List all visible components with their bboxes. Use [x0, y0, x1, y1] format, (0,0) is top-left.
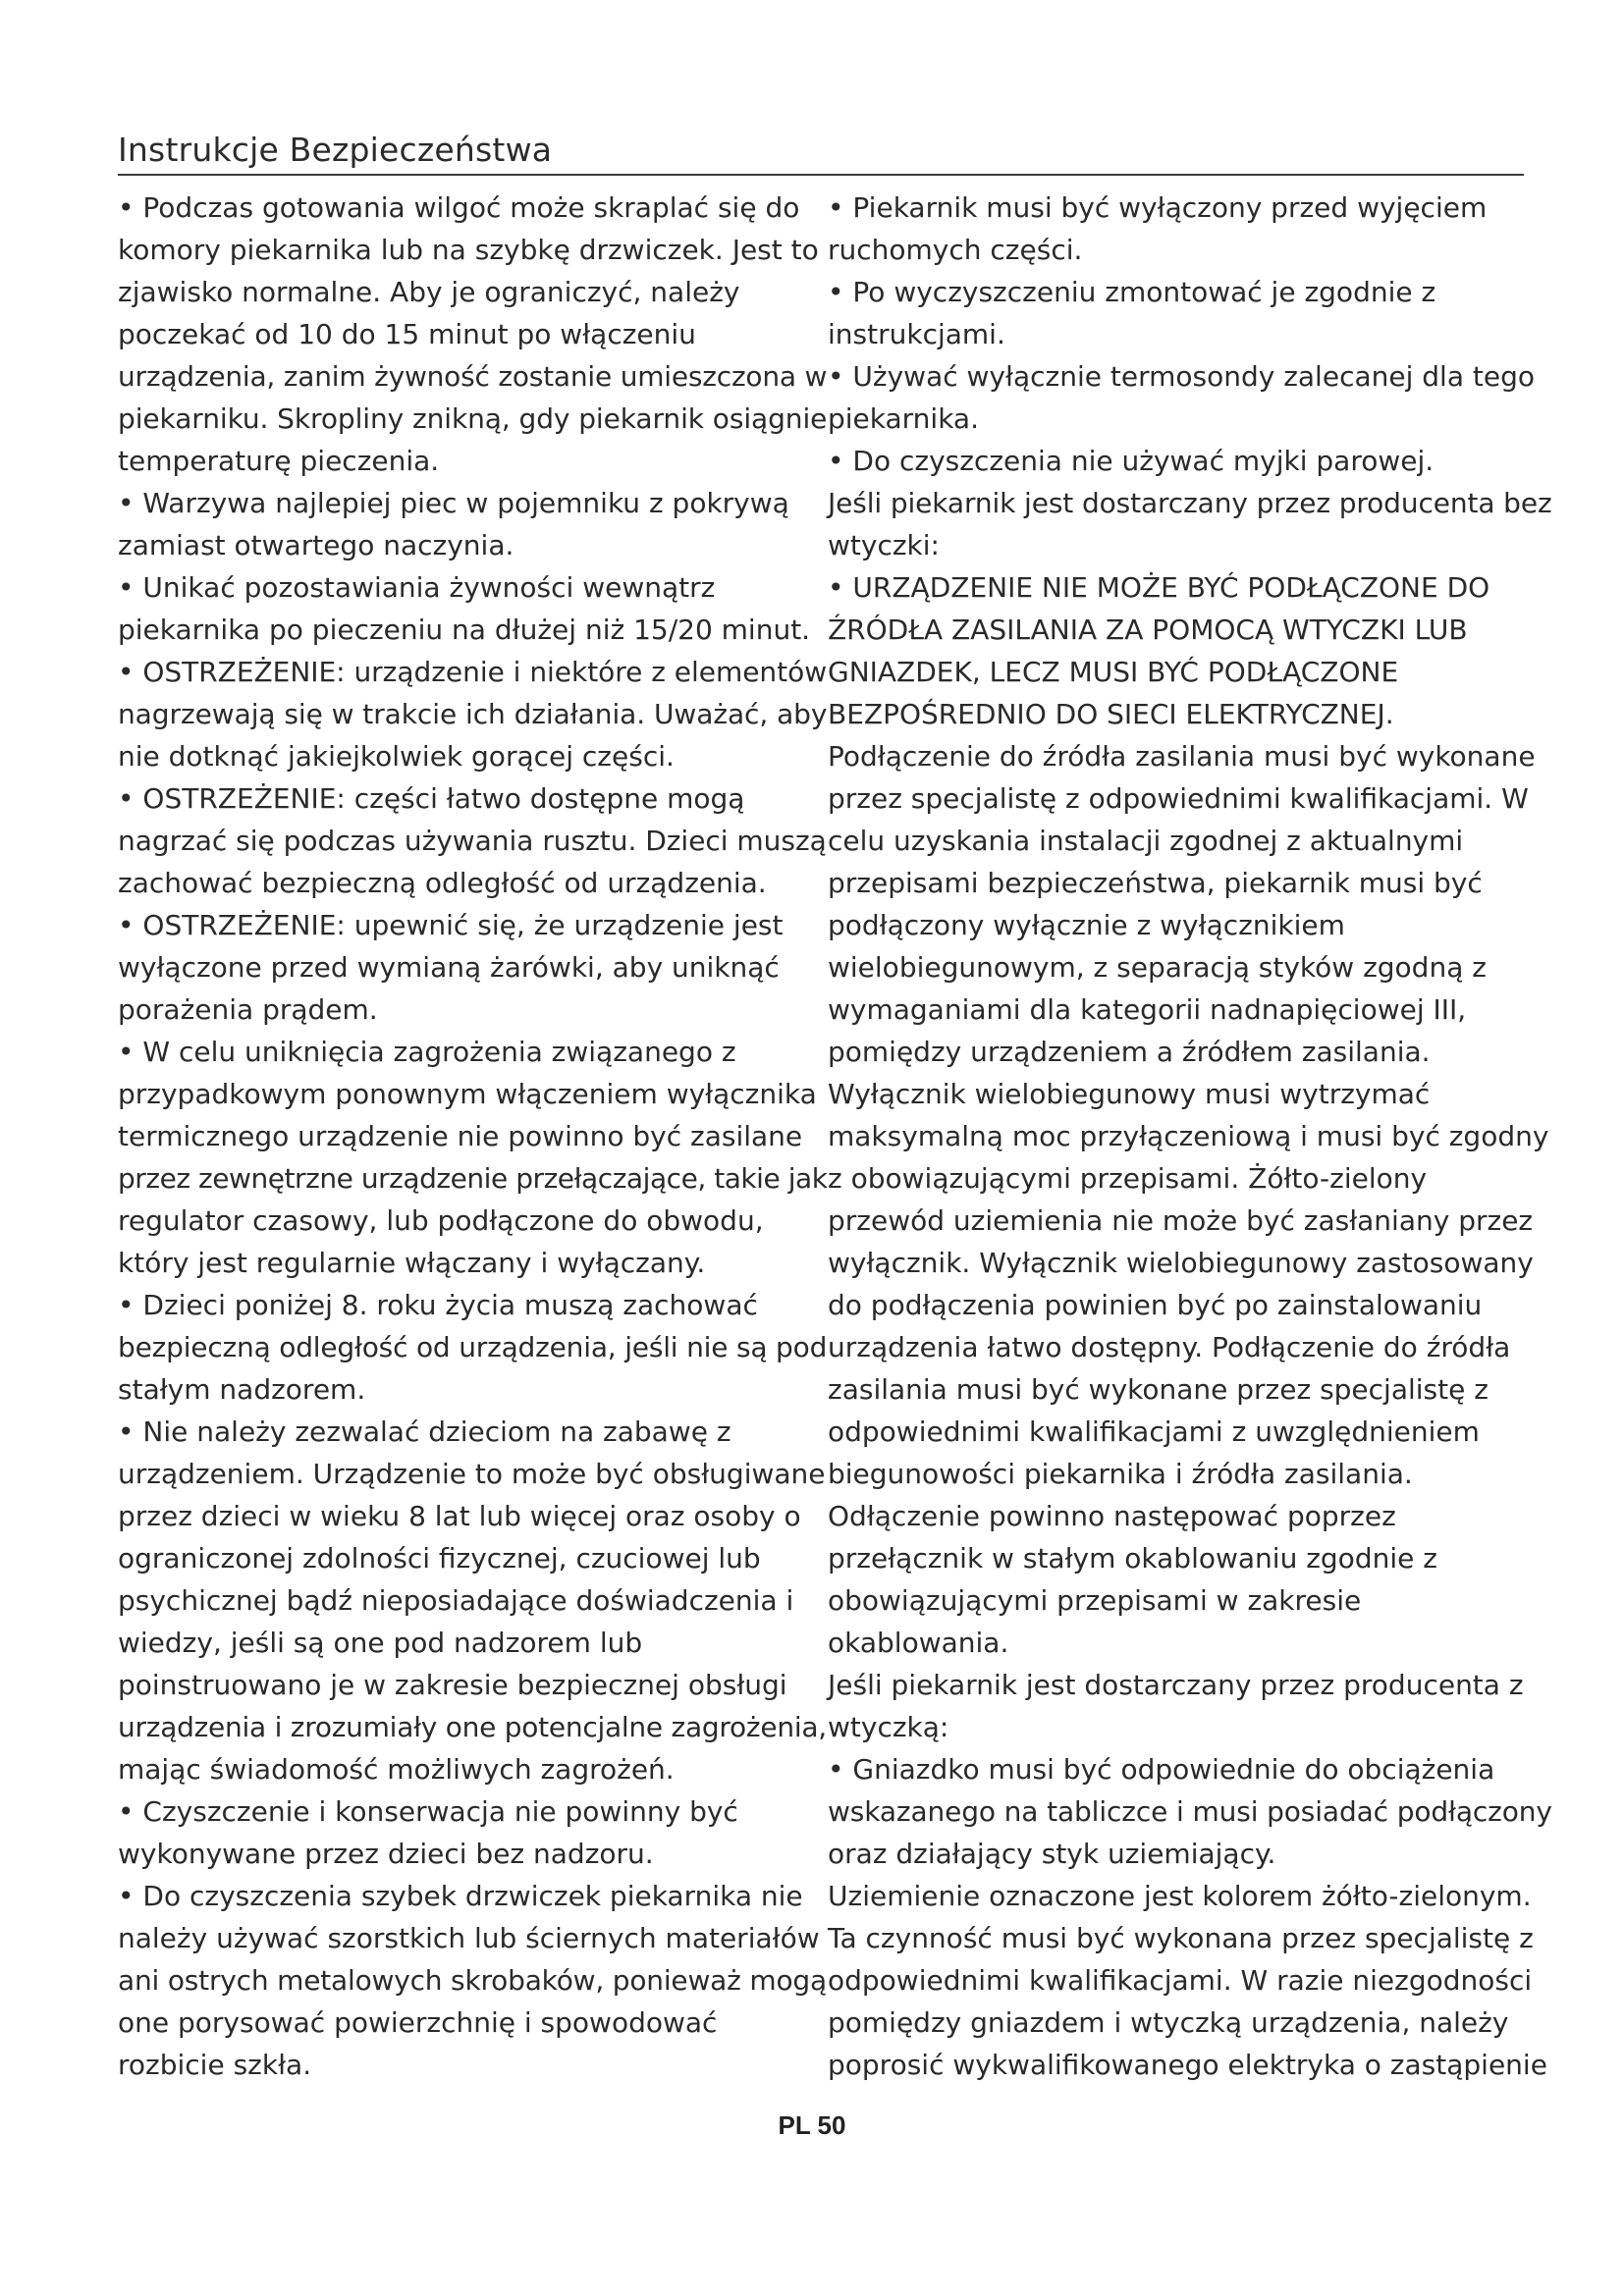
text-line: wyłącznik. Wyłącznik wielobiegunowy zastosowany — [828, 1247, 1534, 1279]
text-line: • Unikać pozostawiania żywności wewnątrz — [118, 571, 716, 604]
text-line: należy używać szorstkich lub ściernych materiałów — [118, 1922, 820, 1954]
text-line: termicznego urządzenie nie powinno być zasilane — [118, 1120, 803, 1152]
text-line: wskazanego na tabliczce i musi posiadać podłączony — [828, 1795, 1552, 1828]
text-line: zachować bezpieczną odległość od urządzenia. — [118, 867, 767, 899]
text-line: • Podczas gotowania wilgoć może skraplać się do — [118, 191, 800, 224]
text-line: przez zewnętrzne urządzenie przełączające, takie jak — [118, 1162, 828, 1195]
text-line: urządzenia łatwo dostępny. Podłączenie do źródła — [828, 1331, 1511, 1363]
text-line: pomiędzy gniazdem i wtyczką urządzenia, należy — [828, 2006, 1509, 2039]
text-line: Wyłącznik wielobiegunowy musi wytrzymać — [828, 1078, 1431, 1110]
title-underline — [118, 174, 1524, 176]
text-line: komory piekarnika lub na szybkę drzwiczek. Jest to — [118, 234, 819, 266]
text-line: wykonywane przez dzieci bez nadzoru. — [118, 1838, 654, 1870]
text-line: Odłączenie powinno następować poprzez — [828, 1500, 1396, 1532]
text-line: • Gniazdko musi być odpowiednie do obciążenia — [828, 1753, 1495, 1786]
text-line: regulator czasowy, lub podłączone do obwodu, — [118, 1204, 764, 1237]
text-line: podłączony wyłącznie z wyłącznikiem — [828, 909, 1345, 941]
text-line: wtyczką: — [828, 1711, 949, 1743]
text-line: ani ostrych metalowych skrobaków, ponieważ mogą — [118, 1964, 827, 1997]
text-line: one porysować powierzchnię i spowodować — [118, 2006, 718, 2039]
text-line: ograniczonej zdolności fizycznej, czuciowej lub — [118, 1542, 761, 1575]
page-number: PL 50 — [778, 2110, 846, 2140]
text-line: • OSTRZEŻENIE: urządzenie i niektóre z elementów — [118, 656, 828, 688]
text-line: przez dzieci w wieku 8 lat lub więcej oraz osoby o — [118, 1500, 801, 1532]
text-line: • Do czyszczenia nie używać myjki parowej. — [828, 445, 1435, 477]
text-line: okablowania. — [828, 1627, 1009, 1659]
text-line: zjawisko normalne. Aby je ograniczyć, należy — [118, 276, 740, 308]
page-header — [118, 131, 1524, 176]
text-line: odpowiednimi kwalifikacjami z uwzględnieniem — [828, 1415, 1480, 1448]
text-line: GNIAZDEK, LECZ MUSI BYĆ PODŁĄCZONE — [828, 656, 1399, 688]
left-column — [118, 187, 827, 2086]
text-line: wymaganiami dla kategorii nadnapięciowej III, — [828, 993, 1467, 1026]
text-line: • Używać wyłącznie termosondy zalecanej dla tego — [828, 360, 1535, 393]
text-line: oraz działający styk uziemiający. — [828, 1838, 1276, 1870]
text-line: Uziemienie oznaczone jest kolorem żółto-zielonym. — [828, 1880, 1532, 1912]
text-line: temperaturę pieczenia. — [118, 445, 440, 477]
text-line: celu uzyskania instalacji zgodnej z aktualnymi — [828, 825, 1464, 857]
text-line: pomiędzy urządzeniem a źródłem zasilania. — [828, 1036, 1431, 1068]
text-line: rozbicie szkła. — [118, 2049, 312, 2081]
text-line: • Nie należy zezwalać dzieciom na zabawę z — [118, 1415, 731, 1448]
text-line: mając świadomość możliwych zagrożeń. — [118, 1753, 675, 1786]
text-line: wielobiegunowym, z separacją styków zgodną z — [828, 951, 1487, 984]
text-line: • URZĄDZENIE NIE MOŻE BYĆ PODŁĄCZONE DO — [828, 571, 1490, 604]
text-line: piekarnika. — [828, 402, 979, 435]
text-line: stałym nadzorem. — [118, 1373, 366, 1406]
text-line: wyłączone przed wymianą żarówki, aby uniknąć — [118, 951, 780, 984]
right-column — [828, 187, 1552, 2086]
text-line: z obowiązującymi przepisami. Żółto-zielony — [828, 1162, 1428, 1195]
text-line: nie dotknąć jakiejkolwiek gorącej części. — [118, 740, 675, 773]
text-line: • Piekarnik musi być wyłączony przed wyjęciem — [828, 191, 1488, 224]
text-line: zamiast otwartego naczynia. — [118, 529, 514, 561]
text-line: BEZPOŚREDNIO DO SIECI ELEKTRYCZNEJ. — [828, 698, 1394, 730]
text-line: przypadkowym ponownym włączeniem wyłącznika — [118, 1078, 817, 1110]
text-line: urządzenia, zanim żywność zostanie umieszczona w — [118, 360, 828, 393]
text-line: • W celu uniknięcia zagrożenia związanego z — [118, 1036, 736, 1068]
text-line: odpowiednimi kwalifikacjami. W razie niezgodności — [828, 1964, 1533, 1997]
text-line: urządzeniem. Urządzenie to może być obsługiwane — [118, 1458, 826, 1490]
text-line: urządzenia i zrozumiały one potencjalne zagrożenia, — [118, 1711, 827, 1743]
text-line: ruchomych części. — [828, 234, 1083, 266]
text-line: • Czyszczenie i konserwacja nie powinny być — [118, 1795, 738, 1828]
text-line: przez specjalistę z odpowiednimi kwalifikacjami. W — [828, 782, 1529, 815]
text-line: Podłączenie do źródła zasilania musi być wykonane — [828, 740, 1536, 773]
text-line: ŹRÓDŁA ZASILANIA ZA POMOCĄ WTYCZKI LUB — [828, 614, 1468, 646]
text-line: wtyczki: — [828, 529, 940, 561]
text-line: • Po wyczyszczeniu zmontować je zgodnie z — [828, 276, 1436, 308]
text-line: obowiązującymi przepisami w zakresie — [828, 1584, 1362, 1617]
page-title: Instrukcje Bezpieczeństwa — [118, 131, 553, 169]
text-line: Jeśli piekarnik jest dostarczany przez producenta bez — [828, 487, 1552, 519]
text-line: • Warzywa najlepiej piec w pojemniku z pokrywą — [118, 487, 789, 519]
text-line: przełącznik w stałym okablowaniu zgodnie z — [828, 1542, 1437, 1575]
text-line: poczekać od 10 do 15 minut po włączeniu — [118, 318, 696, 350]
text-line: Jeśli piekarnik jest dostarczany przez producenta z — [828, 1669, 1524, 1701]
text-line: nagrzewają się w trakcie ich działania. Uważać, aby — [118, 698, 828, 730]
text-line: przewód uziemienia nie może być zasłaniany przez — [828, 1204, 1534, 1237]
text-line: instrukcjami. — [828, 318, 1005, 350]
text-line: Ta czynność musi być wykonana przez specjalistę z — [828, 1922, 1534, 1954]
text-line: bezpieczną odległość od urządzenia, jeśli nie są pod — [118, 1331, 828, 1363]
text-line: biegunowości piekarnika i źródła zasilania. — [828, 1458, 1413, 1490]
text-line: • OSTRZEŻENIE: upewnić się, że urządzenie jest — [118, 909, 784, 941]
text-line: przepisami bezpieczeństwa, piekarnik musi być — [828, 867, 1483, 899]
text-line: porażenia prądem. — [118, 993, 378, 1026]
text-line: psychicznej bądź nieposiadające doświadczenia i — [118, 1584, 794, 1617]
text-line: piekarniku. Skropliny znikną, gdy piekarnik osiągnie — [118, 402, 828, 435]
text-line: maksymalną moc przyłączeniową i musi być zgodny — [828, 1120, 1549, 1152]
text-line: do podłączenia powinien być po zainstalowaniu — [828, 1289, 1483, 1321]
text-line: nagrzać się podczas używania rusztu. Dzieci muszą — [118, 825, 827, 857]
text-line: • Do czyszczenia szybek drzwiczek piekarnika nie — [118, 1880, 803, 1912]
text-line: poprosić wykwalifikowanego elektryka o zastąpienie — [828, 2049, 1547, 2081]
text-line: poinstruowano je w zakresie bezpiecznej obsługi — [118, 1669, 787, 1701]
text-line: piekarnika po pieczeniu na dłużej niż 15/20 minut. — [118, 614, 811, 646]
text-line: • OSTRZEŻENIE: części łatwo dostępne mogą — [118, 782, 745, 815]
text-line: który jest regularnie włączany i wyłączany. — [118, 1247, 706, 1279]
text-line: • Dzieci poniżej 8. roku życia muszą zachować — [118, 1289, 758, 1321]
text-line: wiedzy, jeśli są one pod nadzorem lub — [118, 1627, 643, 1659]
text-line: zasilania musi być wykonane przez specjalistę z — [828, 1373, 1489, 1406]
